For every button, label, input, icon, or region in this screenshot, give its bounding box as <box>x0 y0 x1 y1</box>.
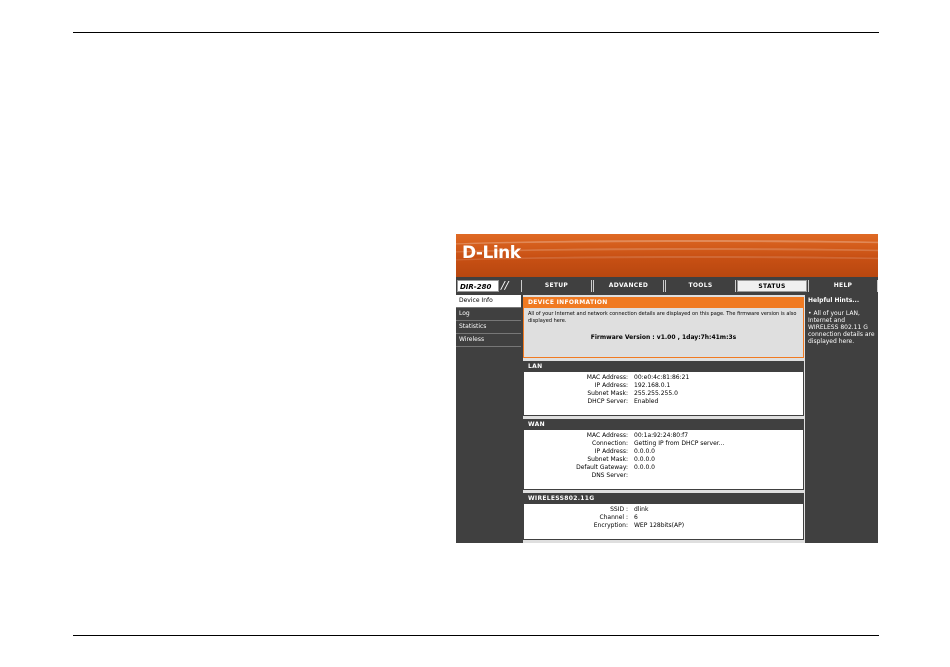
field-label: DNS Server: <box>591 472 628 479</box>
wireless-section <box>523 493 804 540</box>
lan-row <box>524 374 803 382</box>
field-label: MAC Address: <box>586 432 628 439</box>
top-navigation <box>456 279 878 293</box>
tab-help[interactable]: HELP <box>808 280 878 292</box>
top-rule <box>73 32 879 33</box>
field-label: Encryption: <box>593 522 628 529</box>
field-value: 00:e0:4c:81:86:21 <box>634 374 690 381</box>
tab-tools[interactable]: TOOLS <box>665 280 736 292</box>
section-title: DEVICE INFORMATION <box>524 298 803 308</box>
field-value: WEP 128bits(AP) <box>634 522 685 529</box>
wan-section <box>523 419 804 490</box>
model-slashes: // <box>501 279 509 292</box>
wan-row <box>524 432 803 440</box>
lan-section <box>523 361 804 416</box>
sidebar-item-wireless[interactable]: Wireless <box>456 334 521 347</box>
field-label: IP Address: <box>594 448 628 455</box>
section-title: LAN <box>524 362 803 372</box>
field-label: Default Gateway: <box>576 464 628 471</box>
bottom-rule <box>73 635 879 636</box>
section-title: WIRELESS802.11G <box>524 494 803 504</box>
field-label: DHCP Server: <box>587 398 628 405</box>
field-label: Channel : <box>599 514 628 521</box>
field-label: Subnet Mask: <box>587 456 628 463</box>
help-panel <box>807 295 878 543</box>
field-value: 192.168.0.1 <box>634 382 671 389</box>
main-content <box>523 295 805 543</box>
help-title: Helpful Hints... <box>808 297 860 304</box>
field-value: dlink <box>634 506 649 513</box>
wan-row <box>524 464 803 472</box>
brand-banner <box>456 234 878 277</box>
wireless-row <box>524 506 803 514</box>
tab-advanced[interactable]: ADVANCED <box>593 280 664 292</box>
wan-row <box>524 440 803 448</box>
field-value: 0.0.0.0 <box>634 464 655 471</box>
sidebar-item-log[interactable]: Log <box>456 308 521 321</box>
field-label: IP Address: <box>594 382 628 389</box>
device-info-description: All of your Internet and network connection details are displayed on this page. The firmware version is also displayed here. <box>528 311 797 324</box>
lan-row <box>524 390 803 398</box>
lan-row <box>524 398 803 406</box>
field-value: 00:1a:92:24:80:f7 <box>634 432 689 439</box>
lan-row <box>524 382 803 390</box>
model-badge: DIR-280 <box>457 280 499 292</box>
field-value: 0.0.0.0 <box>634 456 655 463</box>
tab-status[interactable]: STATUS <box>737 280 807 292</box>
wireless-row <box>524 522 803 530</box>
wan-row <box>524 456 803 464</box>
field-value: 0.0.0.0 <box>634 448 655 455</box>
wireless-row <box>524 514 803 522</box>
sidebar-item-device-info[interactable]: Device Info <box>456 295 521 308</box>
field-value: 255.255.255.0 <box>634 390 678 397</box>
field-label: SSID : <box>610 506 628 513</box>
field-label: MAC Address: <box>586 374 628 381</box>
dlink-logo: D-Link <box>462 243 521 263</box>
section-title: WAN <box>524 420 803 430</box>
field-value: Enabled <box>634 398 659 405</box>
tab-setup[interactable]: SETUP <box>521 280 592 292</box>
wan-row <box>524 448 803 456</box>
firmware-version: Firmware Version : v1.00 , 1day:7h:41m:3s <box>590 334 737 341</box>
field-value: Getting IP from DHCP server... <box>634 440 725 447</box>
field-label: Connection: <box>592 440 628 447</box>
router-status-screenshot <box>456 234 878 543</box>
field-value: 6 <box>634 514 638 521</box>
help-text: • All of your LAN, Internet and WIRELESS 802.11 G connection details are displayed here. <box>808 310 875 345</box>
field-label: Subnet Mask: <box>587 390 628 397</box>
sidebar-item-statistics[interactable]: Statistics <box>456 321 521 334</box>
device-information-section <box>523 297 804 358</box>
sidebar <box>456 295 521 543</box>
wan-row <box>524 472 803 480</box>
